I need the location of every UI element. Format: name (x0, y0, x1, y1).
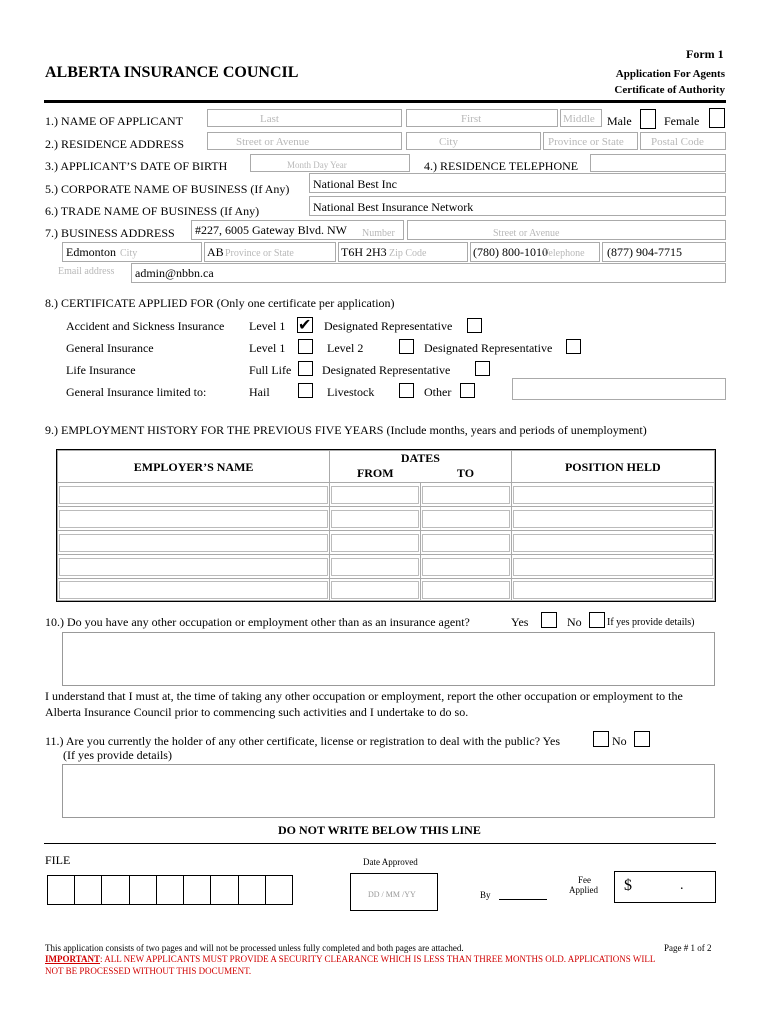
table-row (58, 531, 715, 555)
table-row (58, 579, 715, 601)
name-label: 1.) NAME OF APPLICANT (45, 114, 184, 128)
email-field[interactable] (131, 263, 726, 283)
date-approved-label: Date Approved (363, 857, 418, 867)
cert-accident-level1-label: Level 1 (249, 319, 286, 333)
important-line-2: NOT BE PROCESSED WITHOUT THIS DOCUMENT. (45, 966, 252, 976)
to-cell[interactable] (420, 555, 511, 579)
employer-header: EMPLOYER’S NAME (133, 459, 254, 474)
cert-limited-hail-checkbox[interactable] (298, 383, 313, 398)
business-street-field[interactable] (407, 220, 726, 240)
business-city-placeholder: City (120, 248, 138, 259)
business-telephone-placeholder: Telephone (543, 248, 585, 259)
position-cell[interactable] (511, 507, 714, 531)
residence-postal-placeholder: Postal Code (651, 136, 704, 148)
to-cell[interactable] (420, 507, 511, 531)
header-rule (44, 100, 726, 103)
trade-name-label: 6.) TRADE NAME OF BUSINESS (If Any) (45, 204, 260, 218)
business-zip-value: T6H 2H3 (341, 245, 387, 259)
residence-city-field[interactable] (406, 132, 541, 150)
certificate-no-checkbox[interactable] (634, 731, 650, 747)
table-row (58, 507, 715, 531)
undertaking-line-2: Alberta Insurance Council prior to commencing such activities and I undertake to do so. (45, 705, 469, 719)
business-fax-field[interactable] (602, 242, 726, 262)
by-label: By (480, 890, 491, 900)
business-telephone-field[interactable] (470, 242, 600, 262)
by-signature-line[interactable] (499, 899, 547, 900)
email-value: admin@nbbn.ca (135, 266, 214, 280)
business-province-value: AB (207, 245, 224, 259)
male-checkbox[interactable] (640, 109, 656, 129)
to-cell[interactable] (420, 483, 511, 507)
cert-accident-label: Accident and Sickness Insurance (66, 319, 225, 333)
employer-cell[interactable] (58, 579, 330, 601)
residence-city-placeholder: City (439, 136, 458, 148)
occupation-yes-checkbox[interactable] (541, 612, 557, 628)
certificate-no-label: No (612, 734, 627, 748)
employer-header-cell (58, 451, 330, 483)
business-province-field[interactable] (204, 242, 336, 262)
business-telephone-value: (780) 800-1010 (473, 245, 548, 259)
employment-history-label: 9.) EMPLOYMENT HISTORY FOR THE PREVIOUS FIVE YEARS (Include months, years and periods of unemployment) (45, 423, 647, 437)
middle-name-placeholder: Middle (563, 113, 595, 125)
from-cell[interactable] (330, 483, 421, 507)
employer-cell[interactable] (58, 507, 330, 531)
corporate-name-field[interactable] (309, 173, 726, 193)
cert-general-level1-label: Level 1 (249, 341, 286, 355)
employment-table (57, 450, 715, 601)
office-use-rule (44, 843, 716, 844)
checkmark-icon: ✔ (298, 317, 312, 334)
cert-life-desig-label: Designated Representative (322, 363, 451, 377)
business-zip-field[interactable] (338, 242, 468, 262)
residence-telephone-field[interactable] (590, 154, 726, 172)
trade-name-value: National Best Insurance Network (313, 200, 474, 214)
business-fax-value: (877) 904-7715 (607, 245, 682, 259)
cert-general-level2-label: Level 2 (327, 341, 364, 355)
from-cell[interactable] (330, 579, 421, 601)
certificate-details-field[interactable] (62, 764, 715, 818)
female-checkbox[interactable] (709, 108, 725, 128)
table-row (58, 483, 715, 507)
last-name-placeholder: Last (260, 113, 279, 125)
file-number-boxes[interactable] (47, 875, 293, 905)
from-header: FROM (356, 466, 394, 480)
dob-placeholder: Month Day Year (287, 160, 347, 170)
cert-limited-other-label: Other (424, 385, 452, 399)
business-street-placeholder: Street or Avenue (493, 228, 560, 239)
page-number: Page # 1 of 2 (664, 943, 712, 953)
position-header: POSITION HELD (564, 459, 661, 474)
occupation-yes-label: Yes (511, 615, 529, 629)
fee-label: Fee (578, 875, 591, 885)
business-address-label: 7.) BUSINESS ADDRESS (45, 226, 175, 240)
certificate-label: 8.) CERTIFICATE APPLIED FOR (Only one certificate per application) (45, 296, 395, 310)
position-cell[interactable] (511, 555, 714, 579)
cert-life-fulllife-label: Full Life (249, 363, 292, 377)
residence-postal-field[interactable] (640, 132, 726, 150)
date-approved-placeholder: DD / MM /YY (368, 890, 416, 899)
applied-label: Applied (569, 885, 598, 895)
email-placeholder: Email address (58, 266, 115, 277)
fee-amount-field[interactable] (614, 871, 716, 903)
employer-cell[interactable] (58, 531, 330, 555)
business-city-field[interactable] (62, 242, 202, 262)
council-title: ALBERTA INSURANCE COUNCIL (45, 64, 299, 81)
business-number-field[interactable] (191, 220, 404, 240)
other-certificate-label: 11.) Are you currently the holder of any other certificate, license or registration to deal with the public? Yes (45, 734, 561, 748)
business-number-value: #227, 6005 Gateway Blvd. NW (195, 223, 347, 237)
position-header-cell (511, 451, 714, 483)
from-cell[interactable] (330, 507, 421, 531)
to-cell[interactable] (420, 531, 511, 555)
cert-general-level1-checkbox[interactable] (298, 339, 313, 354)
employer-cell[interactable] (58, 483, 330, 507)
dates-header: DATES (400, 451, 440, 465)
cert-other-detail-field[interactable] (512, 378, 726, 400)
cert-limited-other-checkbox[interactable] (460, 383, 475, 398)
table-row (58, 555, 715, 579)
cert-accident-desig-checkbox[interactable] (467, 318, 482, 333)
certificate-yes-checkbox[interactable] (593, 731, 609, 747)
residence-address-label: 2.) RESIDENCE ADDRESS (45, 137, 185, 151)
cert-limited-livestock-label: Livestock (327, 385, 375, 399)
application-title: Application For Agents (615, 68, 725, 80)
corporate-name-value: National Best Inc (313, 177, 397, 191)
occupation-details-field[interactable] (62, 632, 715, 686)
business-city-value: Edmonton (66, 245, 116, 259)
business-province-placeholder: Province or State (225, 248, 294, 259)
first-name-field[interactable] (406, 109, 558, 127)
cert-limited-label: General Insurance limited to: (66, 385, 207, 399)
cert-accident-level1-checkbox[interactable] (297, 317, 313, 333)
female-label: Female (664, 114, 700, 128)
cert-life-fulllife-checkbox[interactable] (298, 361, 313, 376)
file-label: FILE (45, 853, 71, 867)
date-approved-field[interactable] (350, 873, 438, 911)
male-label: Male (607, 114, 632, 128)
business-zip-placeholder: Zip Code (389, 248, 427, 259)
occupation-note: If yes provide details) (607, 617, 695, 628)
cert-general-label: General Insurance (66, 341, 154, 355)
to-header: TO (456, 466, 475, 480)
footer-note: This application consists of two pages and will not be processed unless fully completed and both pages are attached. (45, 943, 464, 953)
dob-field[interactable] (250, 154, 410, 172)
application-subtitle: Certificate of Authority (614, 84, 725, 96)
from-cell[interactable] (330, 531, 421, 555)
undertaking-line-1: I understand that I must at, the time of taking any other occupation or employment, report the other occupation or employment to the (45, 689, 683, 703)
cert-life-desig-checkbox[interactable] (475, 361, 490, 376)
cert-general-desig-checkbox[interactable] (566, 339, 581, 354)
cert-life-label: Life Insurance (66, 363, 136, 377)
dates-header-cell (330, 451, 511, 483)
residence-telephone-label: 4.) RESIDENCE TELEPHONE (424, 159, 579, 173)
residence-province-placeholder: Province or State (548, 136, 624, 148)
important-label: IMPORTANT (45, 954, 101, 964)
business-number-placeholder: Number (362, 228, 395, 239)
residence-street-placeholder: Street or Avenue (236, 136, 310, 148)
residence-province-field[interactable] (543, 132, 638, 150)
middle-name-field[interactable] (560, 109, 602, 127)
cert-limited-hail-label: Hail (249, 385, 270, 399)
form-number: Form 1 (686, 47, 724, 61)
residence-street-field[interactable] (207, 132, 402, 150)
trade-name-field[interactable] (309, 196, 726, 216)
dollar-sign: $ (624, 877, 632, 894)
employer-cell[interactable] (58, 555, 330, 579)
position-cell[interactable] (511, 579, 714, 601)
occupation-no-label: No (567, 615, 582, 629)
corporate-name-label: 5.) CORPORATE NAME OF BUSINESS (If Any) (45, 182, 290, 196)
cert-general-level2-checkbox[interactable] (399, 339, 414, 354)
office-use-title: DO NOT WRITE BELOW THIS LINE (278, 823, 481, 837)
dob-label: 3.) APPLICANT’S DATE OF BIRTH (45, 159, 228, 173)
first-name-placeholder: First (461, 113, 482, 125)
decimal-point: . (680, 878, 684, 893)
important-text: : ALL NEW APPLICANTS MUST PROVIDE A SECURITY CLEARANCE WHICH IS LESS THAN THREE MONTHS OLD. APPLICATIONS WILL (100, 954, 656, 964)
last-name-field[interactable] (207, 109, 402, 127)
cert-limited-livestock-checkbox[interactable] (399, 383, 414, 398)
cert-accident-desig-label: Designated Representative (324, 319, 453, 333)
position-cell[interactable] (511, 483, 714, 507)
from-cell[interactable] (330, 555, 421, 579)
occupation-no-checkbox[interactable] (589, 612, 605, 628)
to-cell[interactable] (420, 579, 511, 601)
cert-general-desig-label: Designated Representative (424, 341, 553, 355)
other-occupation-label: 10.) Do you have any other occupation or employment other than as an insurance agent? (45, 615, 470, 629)
position-cell[interactable] (511, 531, 714, 555)
certificate-details-prompt: (If yes provide details) (63, 748, 172, 762)
